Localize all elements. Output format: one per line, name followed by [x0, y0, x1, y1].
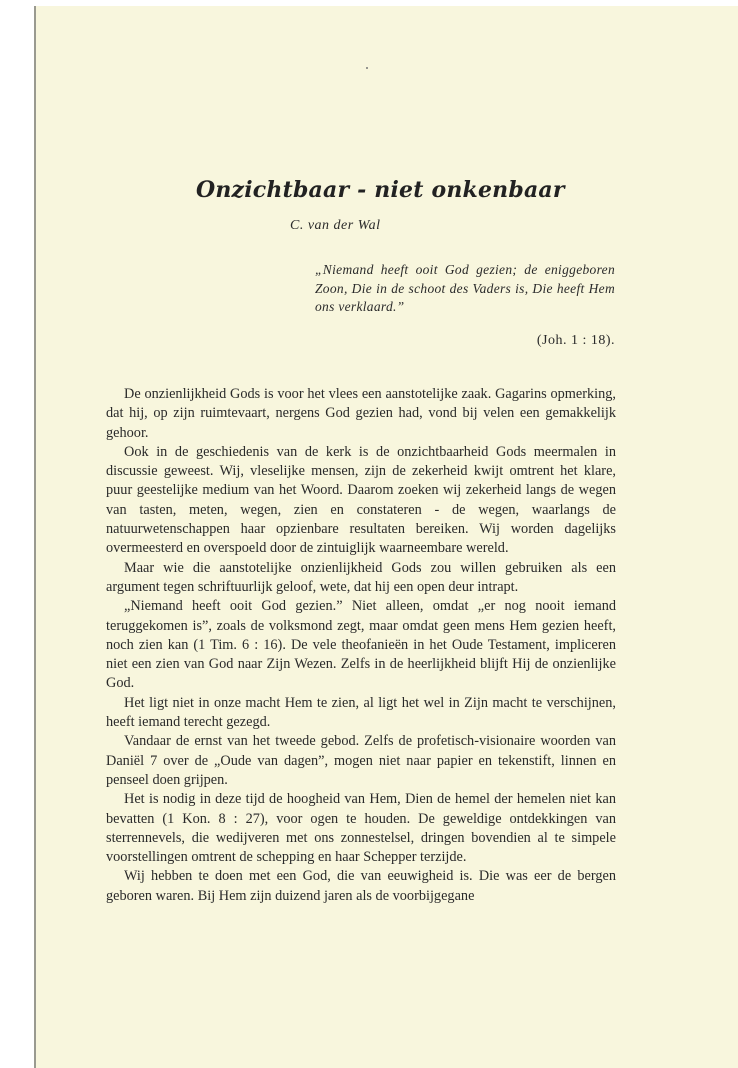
paragraph: Wij hebben te doen met een God, die van eeuwigheid is. Die was eer de bergen geboren waren. Bij Hem zijn duizend jaren als de voorbijgegane	[106, 868, 616, 904]
speck	[366, 67, 368, 69]
paragraph: Het ligt niet in onze macht Hem te zien, al ligt het wel in Zijn macht te verschijnen, heeft iemand terecht gezegd.	[106, 694, 616, 731]
paragraph: Het is nodig in deze tijd de hoogheid van Hem, Dien de hemel der hemelen niet kan bevatten (1 Kon. 8 : 27), voor ogen te houden. De geweldige ontdekkingen van sterrennevels, die wedijveren met ons zonnestelsel, dringen bovendien al te simpele voorstellingen omtrent de schepping en haar Schepper terzijde.	[106, 791, 616, 866]
paragraph: Vandaar de ernst van het tweede gebod. Zelfs de profetisch-visionaire woorden van Daniël 7 over de „Oude van dagen”, mogen niet naar papier en tekenstift, linnen en penseel doen grijpen.	[106, 733, 616, 788]
epigraph-text: „Niemand heeft ooit God gezien; de eniggeboren Zoon, Die in de schoot des Vaders is, Die heeft Hem ons verklaard.”	[315, 262, 615, 314]
epigraph-reference: (Joh. 1 : 18).	[536, 333, 615, 348]
paragraph: „Niemand heeft ooit God gezien.” Niet alleen, omdat „er nog nooit iemand teruggekomen is”, zoals de volksmond zegt, maar omdat geen mens Hem gezien heeft, noch zien kan (1 Tim. 6 : 16). De vele theofanieën in het Oude Testament, impliceren niet een zien van God naar Zijn Wezen. Zelfs in de heerlijkheid blijft Hij de onzienlijke God.	[106, 598, 616, 692]
paragraph: Maar wie die aanstotelijke onzienlijkheid Gods zou willen gebruiken als een argument tegen schriftuurlijk geloof, wete, dat hij een open deur intrapt.	[106, 559, 616, 595]
article-author: C. van der Wal	[290, 218, 381, 233]
article-body	[106, 385, 616, 906]
article-title: Onzichtbaar - niet onkenbaar	[196, 177, 565, 203]
paragraph: De onzienlijkheid Gods is voor het vlees een aanstotelijke zaak. Gagarins opmerking, dat hij, op zijn ruimtevaart, nergens God gezien had, vond bij velen een gemakkelijk gehoor.	[106, 386, 616, 441]
paragraph: Ook in de geschiedenis van de kerk is de onzichtbaarheid Gods meermalen in discussie geweest. Wij, vleselijke mensen, zijn de zekerheid kwijt omtrent het klare, puur geestelijke medium van het Woord. Daarom zoeken wij zekerheid langs de wegen van tasten, meten, wegen, zien en constateren - de wegen, waarlangs de natuurwetenschappen haar opzienbare resultaten bereiken. Wij worden dagelijks overmeesterd en overspoeld door de zintuiglijk waarneembare wereld.	[106, 443, 616, 557]
